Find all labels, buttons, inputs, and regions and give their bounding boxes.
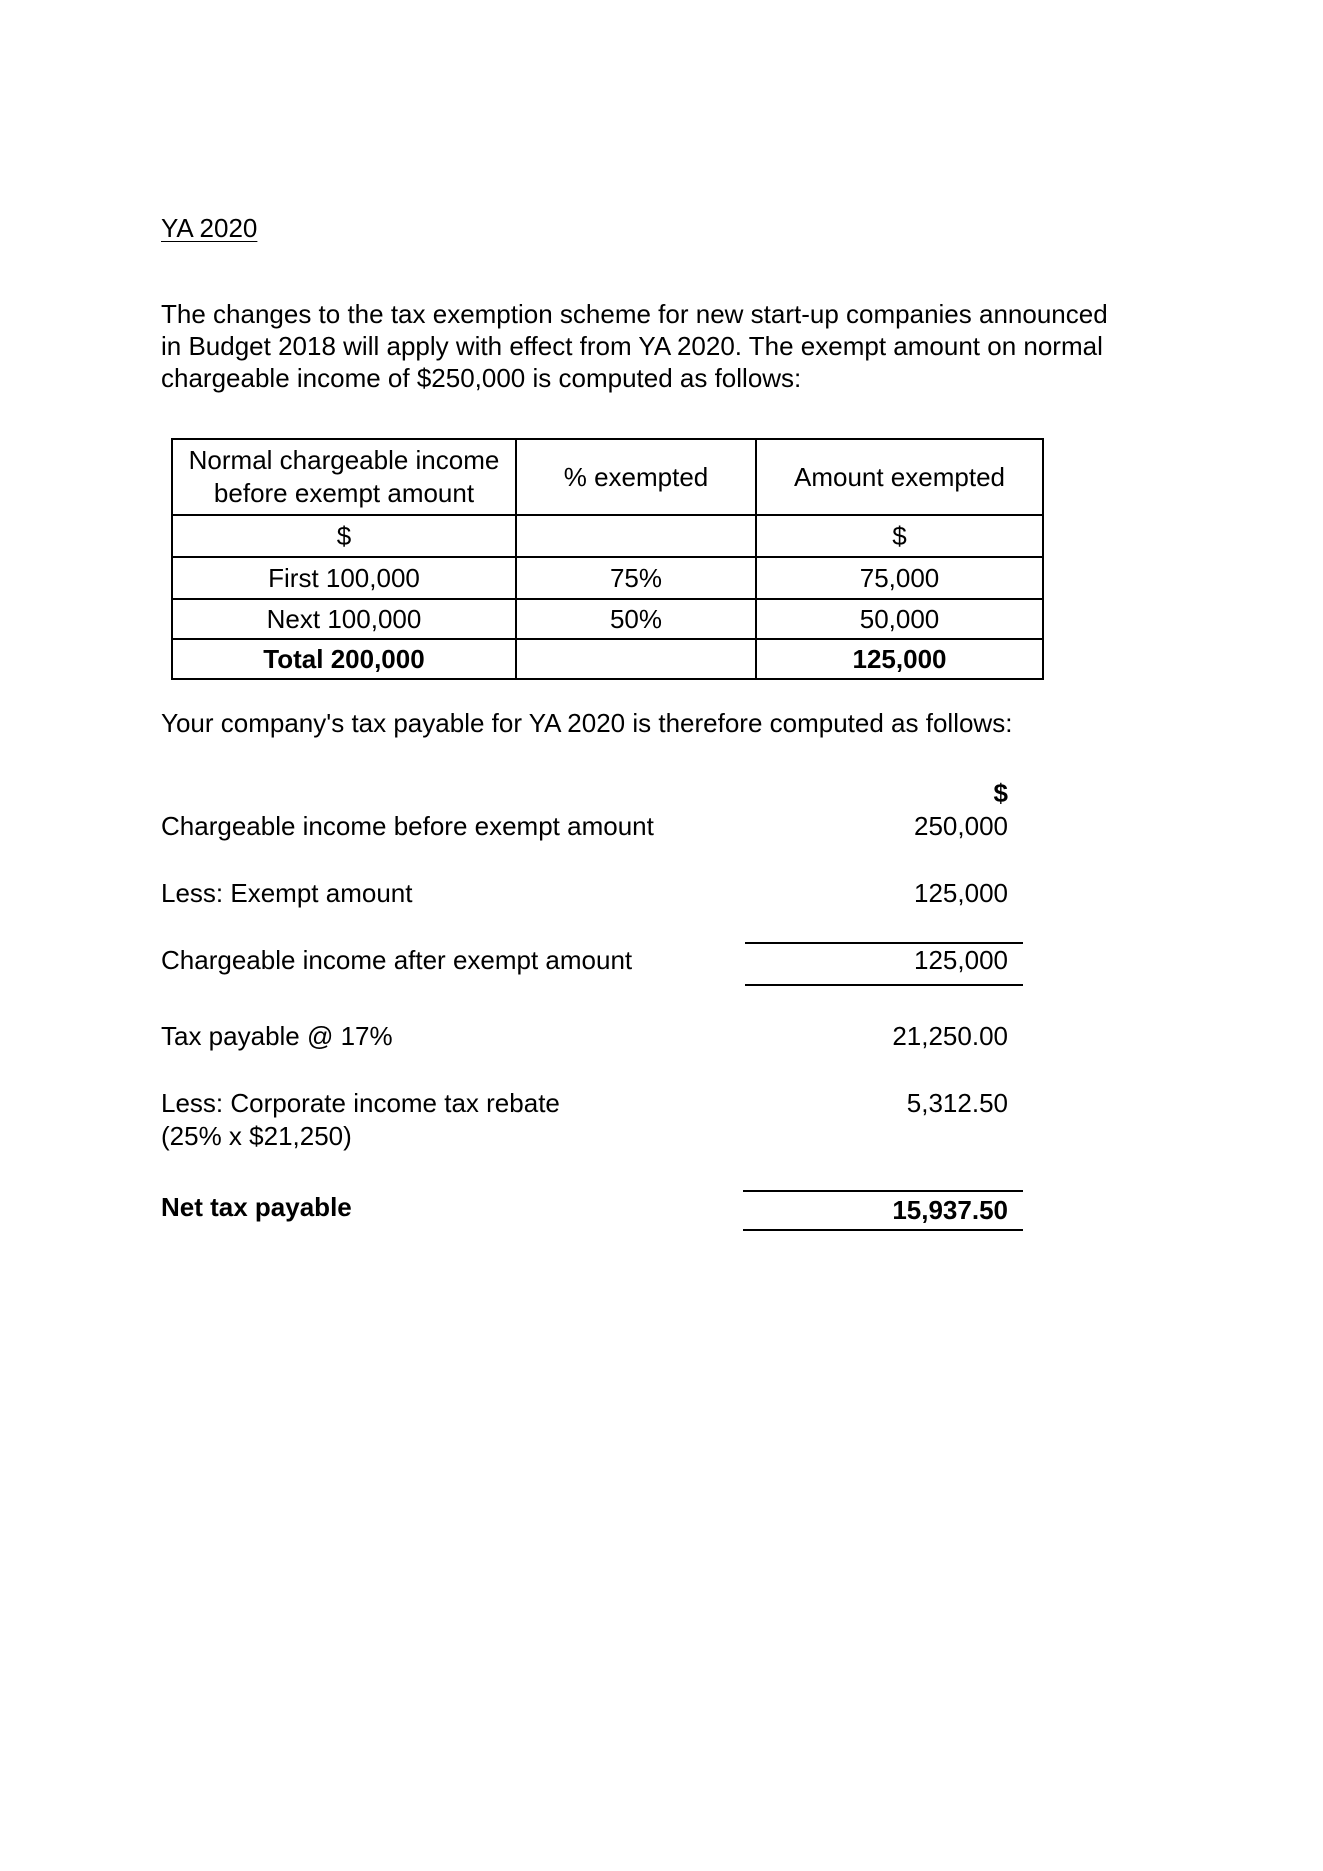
unit-cell: $ bbox=[172, 515, 516, 557]
unit-cell: $ bbox=[756, 515, 1043, 557]
total-amount-cell: 125,000 bbox=[756, 639, 1043, 679]
rebate-label-detail: (25% x $21,250) bbox=[161, 1121, 352, 1151]
exemption-table bbox=[171, 438, 1044, 680]
intro-line: in Budget 2018 will apply with effect from YA 2020. The exempt amount on normal bbox=[161, 331, 1103, 361]
currency-header: $ bbox=[993, 778, 1008, 808]
chargeable-after-label: Chargeable income after exempt amount bbox=[161, 945, 633, 975]
header-percent: % exempted bbox=[516, 439, 756, 515]
table-header-row bbox=[172, 439, 1043, 515]
intro-line: The changes to the tax exemption scheme for new start-up companies announced bbox=[161, 299, 1108, 329]
header-income-line: Normal chargeable income bbox=[188, 445, 500, 475]
chargeable-after-value: 125,000 bbox=[914, 945, 1008, 975]
percent-cell: 50% bbox=[516, 599, 756, 639]
total-percent-cell bbox=[516, 639, 756, 679]
net-tax-label: Net tax payable bbox=[161, 1192, 352, 1222]
less-exempt-value: 125,000 bbox=[914, 878, 1008, 908]
chargeable-before-value: 250,000 bbox=[914, 811, 1008, 841]
header-income bbox=[172, 439, 516, 515]
income-cell: First 100,000 bbox=[172, 557, 516, 599]
tax-payable-value: 21,250.00 bbox=[892, 1021, 1008, 1051]
income-cell: Next 100,000 bbox=[172, 599, 516, 639]
table-row bbox=[172, 599, 1043, 639]
amount-cell: 75,000 bbox=[756, 557, 1043, 599]
intro-paragraph bbox=[161, 298, 1141, 394]
table-units-row bbox=[172, 515, 1043, 557]
total-income-cell: Total 200,000 bbox=[172, 639, 516, 679]
amount-cell: 50,000 bbox=[756, 599, 1043, 639]
computation-intro: Your company's tax payable for YA 2020 is therefore computed as follows: bbox=[161, 708, 1013, 738]
header-income-line: before exempt amount bbox=[213, 478, 475, 508]
rebate-label: Less: Corporate income tax rebate bbox=[161, 1088, 560, 1118]
table-row bbox=[172, 557, 1043, 599]
net-tax-value: 15,937.50 bbox=[892, 1195, 1008, 1225]
intro-line: chargeable income of $250,000 is computed as follows: bbox=[161, 363, 802, 393]
chargeable-before-label: Chargeable income before exempt amount bbox=[161, 811, 654, 841]
header-amount: Amount exempted bbox=[756, 439, 1043, 515]
unit-cell bbox=[516, 515, 756, 557]
less-exempt-label: Less: Exempt amount bbox=[161, 878, 413, 908]
table-total-row bbox=[172, 639, 1043, 679]
rebate-value: 5,312.50 bbox=[906, 1088, 1008, 1118]
section-heading: YA 2020 bbox=[161, 213, 258, 243]
net-rule-bottom bbox=[743, 1229, 1023, 1231]
percent-cell: 75% bbox=[516, 557, 756, 599]
tax-payable-label: Tax payable @ 17% bbox=[161, 1021, 393, 1051]
net-rule-top bbox=[743, 1190, 1023, 1192]
subtotal-rule-bottom bbox=[745, 984, 1023, 986]
